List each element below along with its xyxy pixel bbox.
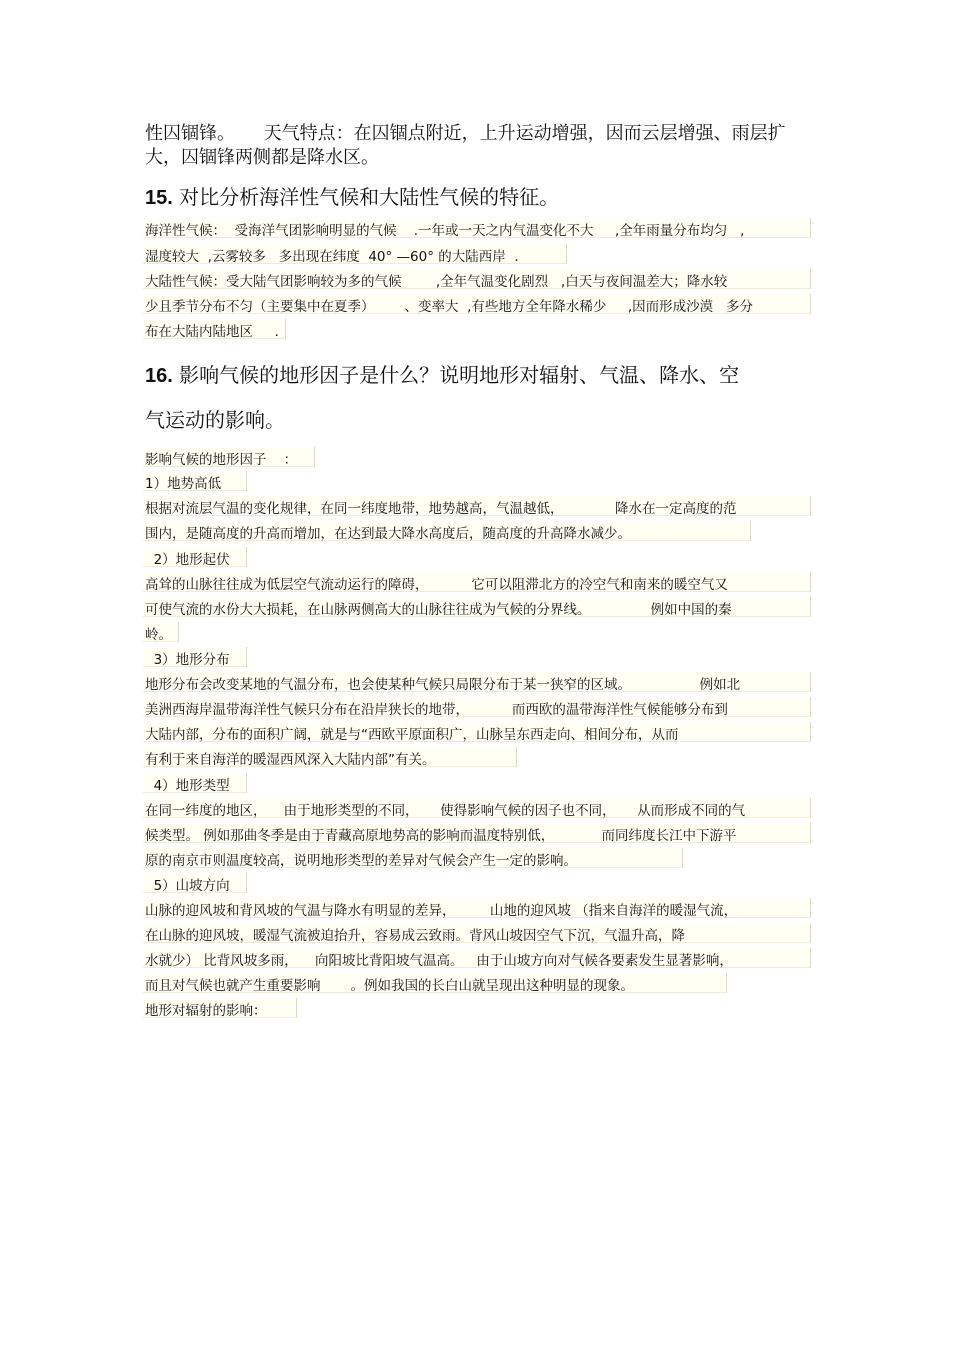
section-label: 2）地形起伏 [145, 552, 230, 568]
answer-line: 围内，是随高度的升高而增加，在达到最大降水高度后，随高度的升高降水减少。 [145, 526, 631, 542]
answer-line: 少且季节分布不匀（主要集中在夏季） 、变率大 ,有些地方全年降水稀少 ,因而形成沙漠 多分 [145, 299, 754, 315]
section-label: 4）地形类型 [145, 778, 230, 794]
answer-line: 地形对辐射的影响： [145, 1003, 267, 1019]
question-15-heading [145, 181, 559, 210]
answer-line: 布在大陆内陆地区 . [145, 324, 279, 340]
answer-line: 大陆内部，分布的面积广阔，就是与“西欧平原面积广，山脉呈东西走向、相间分布，从而 [145, 727, 679, 743]
question-16-heading-cont: 气运动的影响。 [145, 408, 285, 432]
answer-line: 在同一纬度的地区， 由于地形类型的不同， 使得影响气候的因子也不同， 从而形成不同的气 [145, 803, 746, 819]
answer-line: 在山脉的迎风坡，暖湿气流被迫抬升，容易成云致雨。背风山坡因空气下沉，气温升高，降 [145, 928, 685, 944]
intro-line: 大，囚锢锋两侧都是降水区。 [145, 147, 379, 168]
answer-line: 大陆性气候：受大陆气团影响较为多的气候 ,全年气温变化剧烈 ,白天与夜间温差大；降水较 [145, 274, 728, 290]
answer-line: 可使气流的水份大大损耗，在山脉两侧高大的山脉往往成为气候的分界线。 例如中国的秦 [145, 602, 732, 618]
answer-line: 山脉的迎风坡和背风坡的气温与降水有明显的差异， 山地的迎风坡 （指来自海洋的暖湿气流， [145, 903, 738, 919]
answer-line: 海洋性气候： 受海洋气团影响明显的气候 .一年或一天之内气温变化不大 ,全年雨量分布均匀 , [145, 223, 745, 239]
answer-line: 影响气候的地形因子 ： [145, 452, 298, 468]
answer-line: 高耸的山脉往往成为低层空气流动运行的障碍， 它可以阻滞北方的冷空气和南来的暖空气又 [145, 577, 728, 593]
answer-line: 有利于来自海洋的暖湿西风深入大陆内部”有关。 [145, 752, 436, 768]
question-title: 对比分析海洋性气候和大陆性气候的特征。 [179, 185, 560, 209]
answer-line: 水就少） 比背风坡多雨， 向阳坡比背阳坡气温高。 由于山坡方向对气候各要素发生显著影响， [145, 953, 733, 969]
section-label: 5）山坡方向 [145, 878, 230, 894]
question-number: 16. [145, 365, 173, 387]
intro-line: 性囚锢锋。 天气特点：在囚锢点附近，上升运动增强，因而云层增强、雨层扩 [145, 123, 786, 144]
question-16-heading [145, 359, 739, 388]
answer-line: 湿度较大 ,云雾较多 多出现在纬度 40° —60° 的大陆西岸 . [145, 249, 519, 265]
answer-line: 而且对气候也就产生重要影响 。例如我国的长白山就呈现出这种明显的现象。 [145, 978, 635, 994]
section-label: 3）地形分布 [145, 652, 230, 668]
question-title: 影响气候的地形因子是什么？说明地形对辐射、气温、降水、空 [179, 363, 740, 387]
answer-line: 地形分布会改变某地的气温分布，也会使某种气候只局限分布于某一狭窄的区域。 例如北 [145, 677, 741, 693]
answer-line: 美洲西海岸温带海洋性气候只分布在沿岸狭长的地带， 而西欧的温带海洋性气候能够分布到 [145, 702, 728, 718]
answer-line: 原的南京市则温度较高，说明地形类型的差异对气候会产生一定的影响。 [145, 853, 577, 869]
answer-line: 候类型。 例如那曲冬季是由于青藏高原地势高的影响而温度特别低， 而同纬度长江中下游平 [145, 828, 737, 844]
question-number: 15. [145, 187, 173, 209]
section-label: 1）地势高低 [145, 476, 222, 492]
answer-line: 岭。 [145, 627, 172, 643]
answer-line: 根据对流层气温的变化规律，在同一纬度地带，地势越高，气温越低， 降水在一定高度的范 [145, 501, 737, 517]
